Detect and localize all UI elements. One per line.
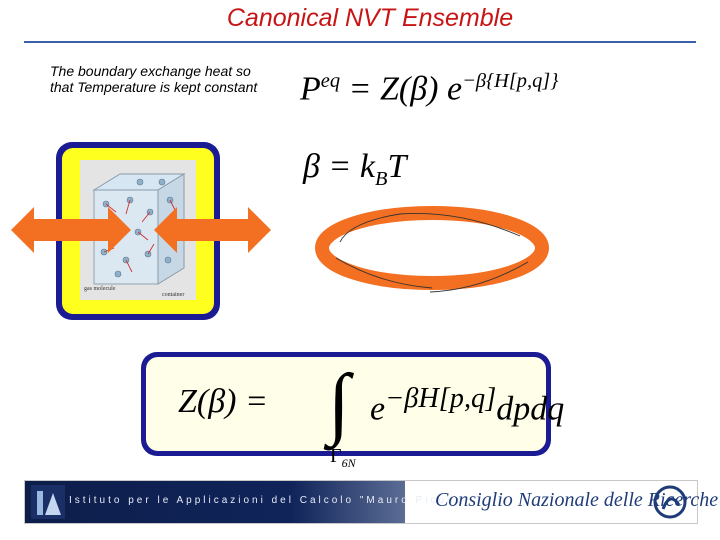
- iac-logo: [31, 485, 65, 519]
- eq1-lhs: P: [300, 70, 321, 108]
- eq1-sup: eq: [320, 70, 341, 92]
- partition-tail: dpdq: [496, 390, 565, 428]
- slide-title: Canonical NVT Ensemble: [226, 4, 514, 32]
- cnr-logo: [653, 485, 687, 519]
- eq2-main: β = k: [303, 148, 375, 185]
- footer-banner: [24, 480, 719, 524]
- gas-molecule-label: gas molecule: [84, 286, 116, 292]
- left-double-arrow: [11, 207, 131, 253]
- partition-rhs-group: [370, 383, 564, 428]
- partition-function-frame: [141, 352, 565, 470]
- integral-symbol: ∫: [328, 359, 350, 447]
- container-label: container: [162, 292, 185, 298]
- eq1-rest: = Z(β) e: [340, 70, 463, 108]
- partition-exp: −βH[p,q]: [385, 383, 497, 414]
- eq1-exp: −β{H[p,q]}: [462, 70, 559, 92]
- partition-lhs: Z(β) =: [178, 383, 268, 420]
- bullet-text: The boundary exchange heat so that Temperature is kept constant: [50, 63, 258, 95]
- footer-institute-text: Istituto per le Applicazioni del Calcolo "Mauro Picone": [69, 495, 471, 506]
- footer-cnr-text: Consiglio Nazionale delle Ricerche: [435, 489, 719, 511]
- right-double-arrow: [154, 207, 271, 253]
- partition-function-box: [146, 357, 565, 470]
- integral-domain: [330, 445, 356, 471]
- integral-domain-sub: 6N: [341, 456, 356, 470]
- partition-rhs: e: [370, 390, 386, 428]
- footer-band-left: [25, 481, 471, 523]
- eq2-sub: B: [374, 167, 388, 190]
- integral-domain-symbol: Γ: [330, 445, 342, 467]
- eq2-tail: T: [387, 148, 407, 185]
